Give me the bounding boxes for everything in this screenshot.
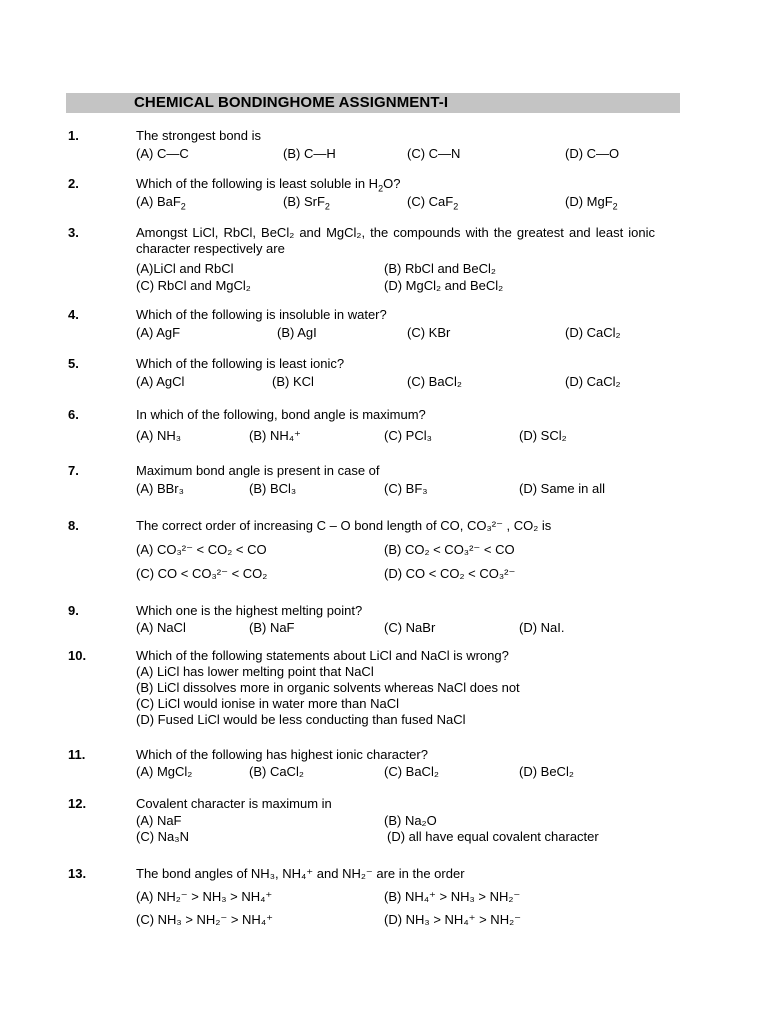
option-a: (A) BaF$_2$ xyxy=(136,194,186,212)
option-d: (D) BeCl₂ xyxy=(519,764,574,779)
option-b: (B) C—H xyxy=(283,146,336,161)
option-b: (B) BCl₃ xyxy=(249,481,297,496)
question-number: 2. xyxy=(68,176,79,191)
option-c: (C) C—N xyxy=(407,146,461,161)
option-d: (D) NaI. xyxy=(519,620,565,635)
option-b: (B) NH₄⁺ > NH₃ > NH₂⁻ xyxy=(384,889,521,904)
option-c: (C) BF₃ xyxy=(384,481,428,496)
page-title: CHEMICAL BONDINGHOME ASSIGNMENT-I xyxy=(134,94,449,111)
option-d: (D) CaCl₂ xyxy=(565,325,621,340)
question-number: 4. xyxy=(68,307,79,322)
question-number: 7. xyxy=(68,463,79,478)
option-b: (B) SrF$_2$ xyxy=(283,194,330,212)
option-b: (B) CaCl₂ xyxy=(249,764,304,779)
question-text: Which of the following is least soluble in $H_2O$? xyxy=(136,176,401,194)
question-text: Which of the following has highest ionic character? xyxy=(136,747,428,762)
question-text: The strongest bond is xyxy=(136,128,262,143)
option-a: (A) BBr₃ xyxy=(136,481,184,496)
option-c: (C) NH₃ > NH₂⁻ > NH₄⁺ xyxy=(136,912,273,927)
option-b: (B) AgI xyxy=(277,325,317,340)
option-c: (C) CaF$_2$ xyxy=(407,194,459,212)
option-d: (D) CO < CO₂ < CO₃²⁻ xyxy=(384,566,516,581)
question-text: The correct order of increasing C – O bond length of CO, CO₃²⁻ , CO₂ is xyxy=(136,518,552,533)
title-bar xyxy=(66,93,680,113)
option-c: (C) CO < CO₃²⁻ < CO₂ xyxy=(136,566,268,581)
option-d: (D) SCl₂ xyxy=(519,428,567,443)
question-text: In which of the following, bond angle is maximum? xyxy=(136,407,426,422)
question-number: 12. xyxy=(68,796,87,811)
option-a: (A) NH₃ xyxy=(136,428,182,443)
option-c: (C) NaBr xyxy=(384,620,436,635)
option-b: (B) RbCl and BeCl₂ xyxy=(384,261,496,276)
option-b: (B) Na₂O xyxy=(384,813,437,828)
option-a: (A) CO₃²⁻ < CO₂ < CO xyxy=(136,542,267,557)
question-text: Which of the following statements about LiCl and NaCl is wrong? xyxy=(136,648,509,663)
option-c: (C) BaCl₂ xyxy=(407,374,462,389)
option-b: (B) KCl xyxy=(272,374,314,389)
option-a: (A)LiCl and RbCl xyxy=(136,261,234,276)
question-number: 5. xyxy=(68,356,79,371)
option-d: (D) Same in all xyxy=(519,481,605,496)
option-c: (C) PCl₃ xyxy=(384,428,432,443)
option-d: (D) C—O xyxy=(565,146,620,161)
question-number: 13. xyxy=(68,866,87,881)
option-b: (B) CO₂ < CO₃²⁻ < CO xyxy=(384,542,515,557)
question-text: Which one is the highest melting point? xyxy=(136,603,363,618)
question-number: 6. xyxy=(68,407,79,422)
option-d: (D) all have equal covalent character xyxy=(387,829,599,844)
option-c: (C) RbCl and MgCl₂ xyxy=(136,278,251,293)
option-a: (A) NH₂⁻ > NH₃ > NH₄⁺ xyxy=(136,889,273,904)
option-d: (D) MgF$_2$ xyxy=(565,194,618,212)
option-a: (A) AgF xyxy=(136,325,181,340)
question-number: 8. xyxy=(68,518,79,533)
question-text: Covalent character is maximum in xyxy=(136,796,332,811)
option-b: (B) NaF xyxy=(249,620,295,635)
option-d: (D) CaCl₂ xyxy=(565,374,621,389)
option-d: (D) NH₃ > NH₄⁺ > NH₂⁻ xyxy=(384,912,521,927)
option-c: (C) LiCl would ionise in water more than NaCl xyxy=(136,696,399,711)
question-text: Which of the following is insoluble in water? xyxy=(136,307,387,322)
option-a: (A) C—C xyxy=(136,146,189,161)
option-a: (A) LiCl has lower melting point that NaCl xyxy=(136,664,374,679)
question-number: 3. xyxy=(68,225,79,240)
option-b: (B) NH₄⁺ xyxy=(249,428,301,443)
option-c: (C) Na₃N xyxy=(136,829,189,844)
question-number: 10. xyxy=(68,648,87,663)
question-text: Which of the following is least ionic? xyxy=(136,356,345,371)
option-c: (C) KBr xyxy=(407,325,451,340)
option-a: (A) NaCl xyxy=(136,620,186,635)
question-number: 9. xyxy=(68,603,79,618)
question-text: Maximum bond angle is present in case of xyxy=(136,463,380,478)
question-text: The bond angles of NH₃, NH₄⁺ and NH₂⁻ are in the order xyxy=(136,866,465,881)
question-number: 11. xyxy=(68,747,86,762)
question-number: 1. xyxy=(68,128,79,143)
option-d: (D) MgCl₂ and BeCl₂ xyxy=(384,278,504,293)
option-c: (C) BaCl₂ xyxy=(384,764,439,779)
option-d: (D) Fused LiCl would be less conducting than fused NaCl xyxy=(136,712,466,727)
option-a: (A) NaF xyxy=(136,813,182,828)
option-a: (A) MgCl₂ xyxy=(136,764,193,779)
option-a: (A) AgCl xyxy=(136,374,185,389)
option-b: (B) LiCl dissolves more in organic solvents whereas NaCl does not xyxy=(136,680,520,695)
question-text: Amongst LiCl, RbCl, BeCl₂ and MgCl₂, the compounds with the greatest and least ionic character respectively are xyxy=(136,225,655,256)
